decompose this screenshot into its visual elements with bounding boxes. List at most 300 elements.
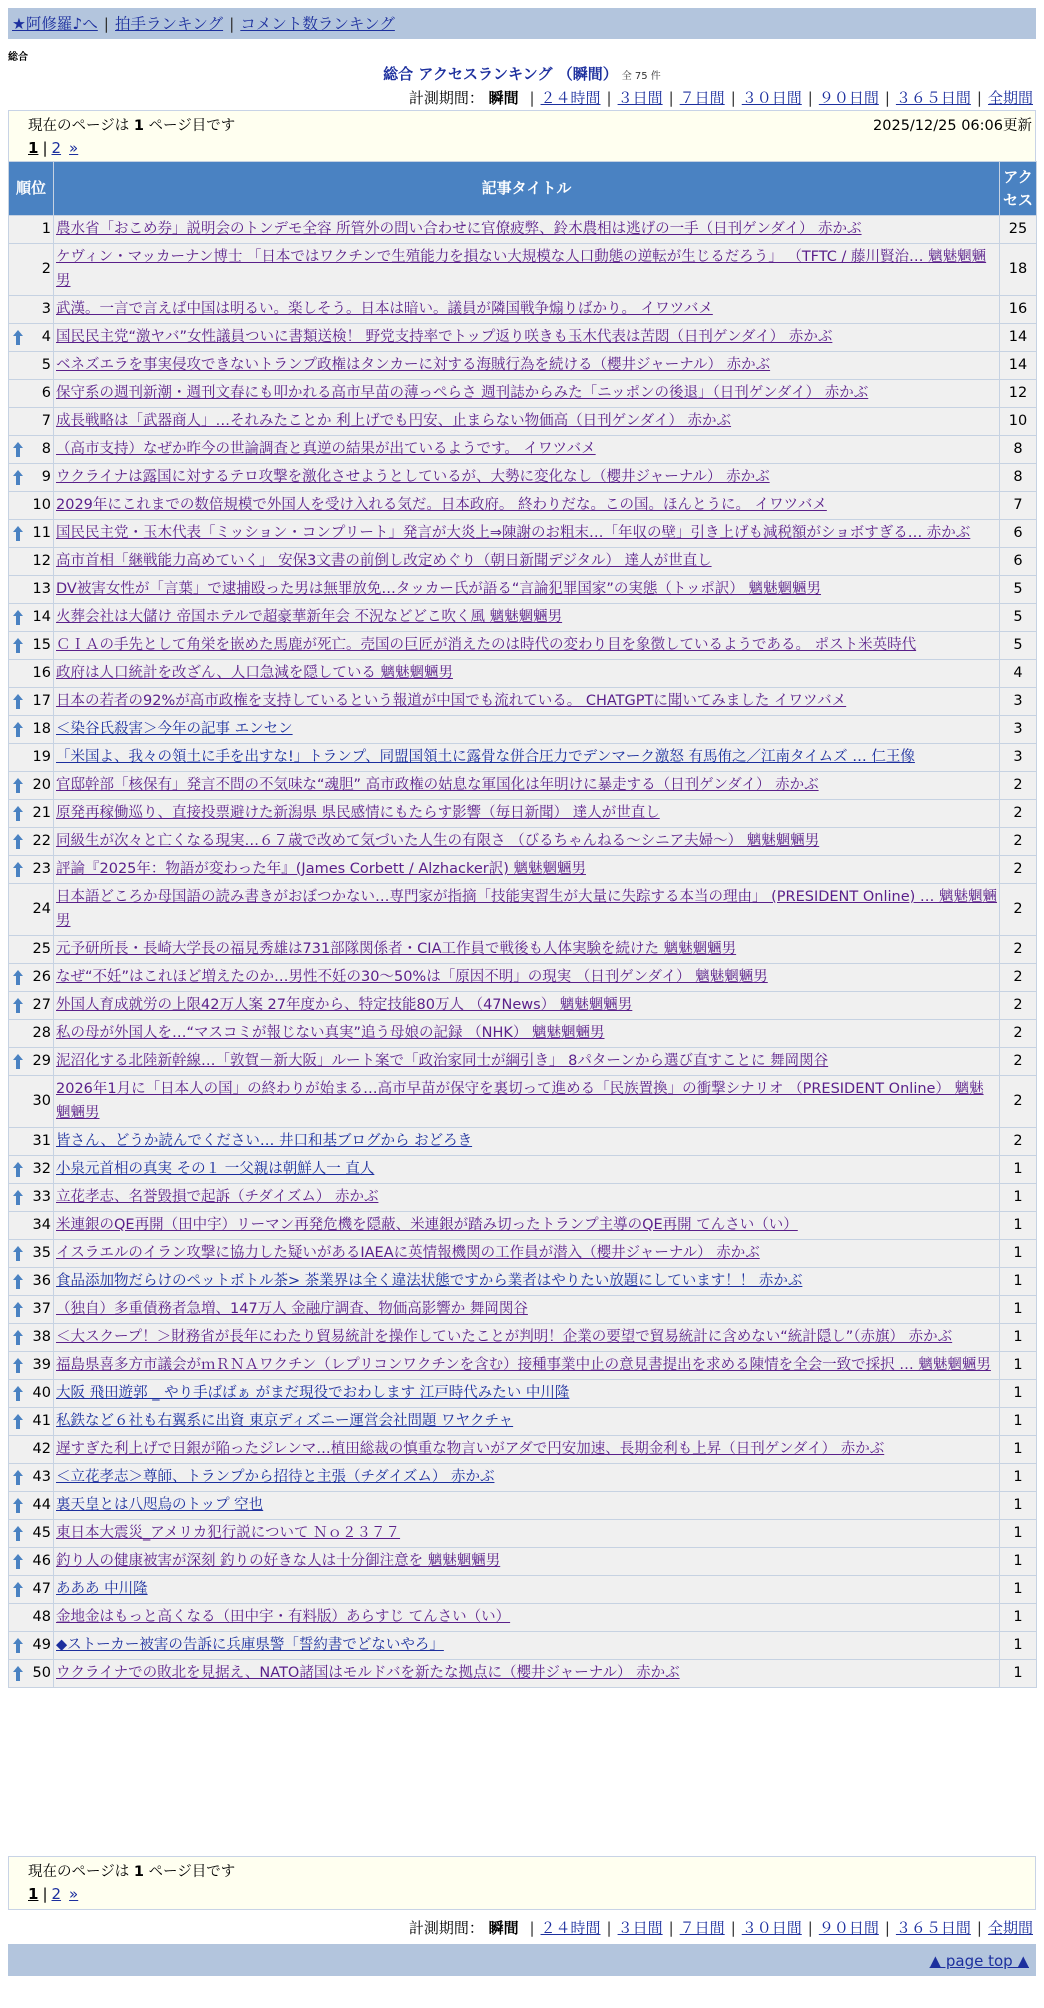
- rank-cell: [9, 1324, 54, 1352]
- table-row: [9, 688, 1037, 716]
- rank-number: 16: [32, 665, 51, 681]
- title-cell: [54, 1380, 1000, 1408]
- article-link[interactable]: 釣り人の健康被害が深刻 釣りの好きな人は十分御注意を 魑魅魍魎男: [56, 1553, 501, 1569]
- rank-cell: [9, 1048, 54, 1076]
- access-count: 1: [1000, 1408, 1037, 1436]
- up-arrow-icon: [13, 470, 23, 485]
- access-count: 1: [1000, 1296, 1037, 1324]
- article-link[interactable]: 私鉄など６社も右翼系に出資 東京ディズニー運営会社問題 ワヤクチャ: [56, 1413, 514, 1429]
- access-count: 5: [1000, 576, 1037, 604]
- pagination-bottom: [28, 1885, 78, 1903]
- access-count: 1: [1000, 1268, 1037, 1296]
- up-arrow-icon: [13, 1190, 23, 1205]
- nav-comment-ranking-link[interactable]: コメント数ランキング: [240, 15, 395, 33]
- rank-cell: [9, 992, 54, 1020]
- pager-next-link[interactable]: »: [69, 1885, 79, 1903]
- table-row: [9, 520, 1037, 548]
- rank-number: 19: [32, 749, 51, 765]
- table-row: [9, 800, 1037, 828]
- article-link[interactable]: 評論『2025年：物語が変わった年』(James Corbett / Alzhacker訳) 魑魅魍魎男: [56, 861, 586, 877]
- period-link-3d[interactable]: ３日間: [617, 89, 663, 107]
- page-info-suffix: ページ目です: [148, 1864, 236, 1880]
- page-title-text: 総合 アクセスランキング （瞬間）: [383, 65, 618, 83]
- pagination-top: [28, 139, 78, 157]
- period-separator: |: [730, 89, 736, 107]
- table-row: [9, 216, 1037, 244]
- page-info-prefix: 現在のページは: [28, 118, 130, 134]
- up-arrow-icon: [13, 1666, 23, 1681]
- article-link[interactable]: 私の母が外国人を…“マスコミが報じない真実”追う母娘の記録 （NHK） 魑魅魍魎男: [56, 1025, 605, 1041]
- period-separator: |: [807, 89, 813, 107]
- article-link[interactable]: 官邸幹部「核保有」発言不問の不気味な“魂胆” 高市政権の姑息な軍国化は年明けに暴走する（日刊ゲンダイ） 赤かぶ: [56, 777, 819, 793]
- col-header-access: アクセス: [1000, 162, 1037, 216]
- rank-cell: [9, 380, 54, 408]
- rank-cell: [9, 352, 54, 380]
- rank-number: 23: [32, 861, 51, 877]
- table-row: [9, 1324, 1037, 1352]
- period-link-all[interactable]: 全期間: [987, 89, 1033, 107]
- updated-timestamp: 2025/12/25 06:06更新: [873, 118, 1032, 134]
- up-arrow-icon: [13, 1554, 23, 1569]
- access-count: 1: [1000, 1352, 1037, 1380]
- page-info-number: 1: [133, 118, 144, 134]
- access-count: 1: [1000, 1660, 1037, 1688]
- access-count: 2: [1000, 964, 1037, 992]
- table-row: [9, 1268, 1037, 1296]
- period-selector-bottom: [409, 1917, 1033, 1938]
- rank-cell: [9, 632, 54, 660]
- pager-next-link[interactable]: »: [69, 139, 79, 157]
- table-row: [9, 964, 1037, 992]
- article-link[interactable]: あああ 中川隆: [56, 1581, 148, 1597]
- article-link[interactable]: 外国人育成就労の上限42万人案 27年度から、特定技能80万人 （47News） 魑魅魍魎男: [56, 997, 633, 1013]
- rank-number: 7: [41, 413, 51, 429]
- article-link[interactable]: DV被害女性が「言葉」で逮捕殴った男は無罪放免…タッカー氏が語る“言論犯罪国家”の実態（トッポ訳） 魑魅魍魎男: [56, 581, 822, 597]
- access-count: 2: [1000, 856, 1037, 884]
- table-row: [9, 436, 1037, 464]
- rank-cell: [9, 660, 54, 688]
- title-cell: [54, 1408, 1000, 1436]
- table-row: [9, 380, 1037, 408]
- table-row: [9, 992, 1037, 1020]
- rank-number: 46: [32, 1553, 51, 1569]
- access-count: 1: [1000, 1576, 1037, 1604]
- nav-home-link[interactable]: ★阿修羅♪へ: [12, 15, 98, 33]
- title-cell: [54, 884, 1000, 936]
- access-count: 1: [1000, 1548, 1037, 1576]
- up-arrow-icon: [13, 1386, 23, 1401]
- table-row: [9, 936, 1037, 964]
- page-top-link[interactable]: ▲ page top ▲: [929, 1952, 1029, 1970]
- article-link[interactable]: ＜染谷氏殺害＞今年の記事 エンセン: [56, 721, 293, 737]
- pager-page-2-link[interactable]: 2: [51, 1885, 62, 1903]
- pager-separator: |: [42, 139, 48, 157]
- page-info-box-bottom: [8, 1856, 1036, 1910]
- article-link[interactable]: 裏天皇とは八咫烏のトップ 空也: [56, 1497, 264, 1513]
- article-link[interactable]: 元予研所長・長崎大学長の福見秀雄は731部隊関係者・CIA工作員で戦後も人体実験を続けた 魑魅魍魎男: [56, 941, 737, 957]
- rank-cell: [9, 1076, 54, 1128]
- access-count: 3: [1000, 744, 1037, 772]
- rank-cell: [9, 1660, 54, 1688]
- article-link[interactable]: ＣＩＡの手先として角栄を嵌めた馬鹿が死亡。売国の巨匠が消えたのは時代の変わり目を象徴しているようである。 ポスト米英時代: [56, 637, 917, 653]
- article-link[interactable]: 立花孝志、名誉毀損で起訴（チダイズム） 赤かぶ: [56, 1189, 379, 1205]
- period-link-90d[interactable]: ９０日間: [818, 1919, 879, 1937]
- title-cell: [54, 1324, 1000, 1352]
- rank-number: 27: [32, 997, 51, 1013]
- access-count: 10: [1000, 408, 1037, 436]
- period-link-365d[interactable]: ３６５日間: [895, 89, 971, 107]
- article-link[interactable]: ◆ストーカー被害の告訴に兵庫県警「誓約書でどないやろ」: [56, 1637, 444, 1653]
- access-count: 1: [1000, 1380, 1037, 1408]
- table-row: [9, 1520, 1037, 1548]
- article-link[interactable]: 政府は人口統計を改ざん、人口急減を隠している 魑魅魍魎男: [56, 665, 453, 681]
- title-cell: [54, 1240, 1000, 1268]
- article-link[interactable]: 2026年1月に「日本人の国」の終わりが始まる…高市早苗が保守を裏切って進める「民族置換」の衝撃シナリオ （PRESIDENT Online） 魑魅魍魎男: [56, 1081, 984, 1121]
- table-row: [9, 1240, 1037, 1268]
- period-link-30d[interactable]: ３０日間: [741, 1919, 802, 1937]
- table-row: [9, 1660, 1037, 1688]
- access-count: 6: [1000, 548, 1037, 576]
- rank-cell: [9, 436, 54, 464]
- article-link[interactable]: ウクライナは露国に対するテロ攻撃を激化させようとしているが、大勢に変化なし（櫻井ジャーナル） 赤かぶ: [56, 469, 770, 485]
- title-cell: [54, 1156, 1000, 1184]
- table-row: [9, 772, 1037, 800]
- rank-number: 6: [41, 385, 51, 401]
- access-count: 18: [1000, 244, 1037, 296]
- up-arrow-icon: [13, 1638, 23, 1653]
- rank-number: 30: [32, 1093, 51, 1109]
- rank-number: 43: [32, 1469, 51, 1485]
- article-link[interactable]: 高市首相「継戦能力高めていく」 安保3文書の前倒し改定めぐり（朝日新聞デジタル） 達人が世直し: [56, 553, 712, 569]
- top-nav-bar: [8, 8, 1036, 39]
- rank-number: 42: [32, 1441, 51, 1457]
- title-cell: [54, 1020, 1000, 1048]
- title-cell: [54, 244, 1000, 296]
- up-arrow-icon: [13, 1330, 23, 1345]
- up-arrow-icon: [13, 1274, 23, 1289]
- rank-cell: [9, 324, 54, 352]
- rank-number: 11: [32, 525, 51, 541]
- rank-cell: [9, 964, 54, 992]
- rank-number: 47: [32, 1581, 51, 1597]
- table-row: [9, 604, 1037, 632]
- table-row: [9, 352, 1037, 380]
- title-cell: [54, 324, 1000, 352]
- article-link[interactable]: 皆さん、どうか読んでください… 井口和基ブログから おどろき: [56, 1133, 473, 1149]
- title-cell: [54, 1184, 1000, 1212]
- rank-cell: [9, 716, 54, 744]
- access-count: 1: [1000, 1464, 1037, 1492]
- article-link[interactable]: 遅すぎた利上げで日銀が陥ったジレンマ…植田総裁の慎重な物言いがアダで円安加速、長期金利も上昇（日刊ゲンダイ） 赤かぶ: [56, 1441, 885, 1457]
- rank-number: 35: [32, 1245, 51, 1261]
- rank-cell: [9, 1548, 54, 1576]
- access-count: 2: [1000, 800, 1037, 828]
- access-count: 12: [1000, 380, 1037, 408]
- col-header-rank: 順位: [9, 162, 54, 216]
- article-link[interactable]: 農水省「おこめ券」説明会のトンデモ全容 所管外の問い合わせに官僚疲弊、鈴木農相は逃げの一手（日刊ゲンダイ） 赤かぶ: [56, 221, 862, 237]
- rank-number: 15: [32, 637, 51, 653]
- rank-cell: [9, 296, 54, 324]
- period-link-24h[interactable]: ２４時間: [540, 1919, 601, 1937]
- up-arrow-icon: [13, 1470, 23, 1485]
- rank-cell: [9, 576, 54, 604]
- access-count: 2: [1000, 828, 1037, 856]
- title-cell: [54, 1352, 1000, 1380]
- table-row: [9, 744, 1037, 772]
- rank-cell: [9, 1408, 54, 1436]
- up-arrow-icon: [13, 694, 23, 709]
- table-row: [9, 324, 1037, 352]
- rank-number: 26: [32, 969, 51, 985]
- rank-number: 18: [32, 721, 51, 737]
- article-link[interactable]: 食品添加物だらけのペットボトル茶> 茶業界は全く違法状態ですから業者はやりたい放題にしています！！ 赤かぶ: [56, 1273, 803, 1289]
- access-count: 1: [1000, 1184, 1037, 1212]
- title-cell: [54, 1212, 1000, 1240]
- title-cell: [54, 1576, 1000, 1604]
- title-cell: [54, 576, 1000, 604]
- pager-page-2-link[interactable]: 2: [51, 139, 62, 157]
- title-cell: [54, 216, 1000, 244]
- article-link[interactable]: 金地金はもっと高くなる（田中宇・有料版）あらすじ てんさい（い）: [56, 1609, 511, 1625]
- title-cell: [54, 1660, 1000, 1688]
- table-row: [9, 1184, 1037, 1212]
- rank-number: 12: [32, 553, 51, 569]
- rank-cell: [9, 216, 54, 244]
- table-row: [9, 1212, 1037, 1240]
- rank-cell: [9, 244, 54, 296]
- rank-cell: [9, 856, 54, 884]
- table-row: [9, 1548, 1037, 1576]
- title-cell: [54, 520, 1000, 548]
- article-link[interactable]: 日本語どころか母国語の読み書きがおぼつかない…専門家が指摘「技能実習生が大量に失踪する本当の理由」 (PRESIDENT Online) … 魑魅魍魎男: [56, 889, 998, 929]
- title-cell: [54, 1464, 1000, 1492]
- title-cell: [54, 992, 1000, 1020]
- rank-number: 5: [41, 357, 51, 373]
- period-label: 計測期間：: [408, 1919, 484, 1937]
- article-link[interactable]: 同級生が次々と亡くなる現実…６７歳で改めて気づいた人生の有限さ （びるちゃんねる～シニア夫婦～） 魑魅魍魎男: [56, 833, 820, 849]
- up-arrow-icon: [13, 834, 23, 849]
- rank-number: 21: [32, 805, 51, 821]
- article-link[interactable]: ＜立花孝志＞尊師、トランプから招待と主張（チダイズム） 赤かぶ: [56, 1469, 495, 1485]
- table-row: [9, 632, 1037, 660]
- access-count: 1: [1000, 1632, 1037, 1660]
- period-link-365d[interactable]: ３６５日間: [895, 1919, 971, 1937]
- article-link[interactable]: 泥沼化する北陸新幹線…「敦賀－新大阪」ルート案で「政治家同士が綱引き」 8パターンから選び直すことに 舞岡関谷: [56, 1053, 829, 1069]
- article-link[interactable]: （独自）多重債務者急増、147万人 金融庁調査、物価高影響か 舞岡関谷: [56, 1301, 528, 1317]
- up-arrow-icon: [13, 722, 23, 737]
- article-link[interactable]: 武漢。一言で言えば中国は明るい。楽しそう。日本は暗い。議員が隣国戦争煽りばかり。 イワツバメ: [56, 301, 713, 317]
- page-info-text: [28, 114, 235, 135]
- table-row: [9, 244, 1037, 296]
- period-link-7d[interactable]: ７日間: [679, 89, 725, 107]
- table-row: [9, 856, 1037, 884]
- total-count: 全 75 件: [621, 71, 661, 82]
- table-row: [9, 1604, 1037, 1632]
- period-link-24h[interactable]: ２４時間: [540, 89, 601, 107]
- table-row: [9, 1076, 1037, 1128]
- bottom-bar: [8, 1944, 1036, 1976]
- article-link[interactable]: 成長戦略は「武器商人」…それみたことか 利上げでも円安、止まらない物価高（日刊ゲンダイ） 赤かぶ: [56, 413, 732, 429]
- period-separator: |: [529, 1919, 535, 1937]
- article-link[interactable]: 小泉元首相の真実 その１ 一父親は朝鮮人一 直人: [56, 1161, 375, 1177]
- access-count: 1: [1000, 1212, 1037, 1240]
- period-link-7d[interactable]: ７日間: [679, 1919, 725, 1937]
- title-cell: [54, 548, 1000, 576]
- period-current: 瞬間: [488, 89, 519, 107]
- rank-number: 34: [32, 1217, 51, 1233]
- period-separator: |: [606, 1919, 612, 1937]
- article-link[interactable]: なぜ“不妊”はこれほど増えたのか…男性不妊の30～50%は「原因不明」の現実 （日刊ゲンダイ） 魑魅魍魎男: [56, 969, 768, 985]
- rank-cell: [9, 1296, 54, 1324]
- rank-number: 9: [41, 469, 51, 485]
- title-cell: [54, 936, 1000, 964]
- up-arrow-icon: [13, 806, 23, 821]
- access-count: 1: [1000, 1520, 1037, 1548]
- access-count: 2: [1000, 884, 1037, 936]
- article-link[interactable]: 火葬会社は大儲け 帝国ホテルで超豪華新年会 不況などどこ吹く風 魑魅魍魎男: [56, 609, 563, 625]
- article-link[interactable]: 東日本大震災_アメリカ犯行説について Ｎｏ２３７７: [56, 1525, 401, 1541]
- period-separator: |: [730, 1919, 736, 1937]
- title-cell: [54, 632, 1000, 660]
- article-link[interactable]: 福島県喜多方市議会がｍＲＮＡワクチン（レプリコンワクチンを含む）接種事業中止の意見書提出を求める陳情を全会一致で採択 … 魑魅魍魎男: [56, 1357, 991, 1373]
- title-cell: [54, 1076, 1000, 1128]
- rank-number: 8: [41, 441, 51, 457]
- up-arrow-icon: [13, 862, 23, 877]
- rank-number: 38: [32, 1329, 51, 1345]
- up-arrow-icon: [13, 970, 23, 985]
- period-separator: |: [976, 1919, 982, 1937]
- table-row: [9, 828, 1037, 856]
- article-link[interactable]: 大阪 飛田遊郭 _ やり手ばばぁ がまだ現役でおわします 江戸時代みたい 中川隆: [56, 1385, 570, 1401]
- title-cell: [54, 492, 1000, 520]
- access-count: 4: [1000, 660, 1037, 688]
- period-link-90d[interactable]: ９０日間: [818, 89, 879, 107]
- access-count: 2: [1000, 1020, 1037, 1048]
- title-cell: [54, 828, 1000, 856]
- article-link[interactable]: 保守系の週刊新潮・週刊文春にも叩かれる高市早苗の薄っぺらさ 週刊誌からみた「ニッポンの後退」（日刊ゲンダイ） 赤かぶ: [56, 385, 869, 401]
- article-link[interactable]: ケヴィン・マッカーナン博士 「日本ではワクチンで生殖能力を損ない大規模な人口動態の逆転が生じるだろう」 （TFTC / 藤川賢治… 魑魅魍魎男: [56, 249, 987, 289]
- title-cell: [54, 1436, 1000, 1464]
- access-count: 2: [1000, 1048, 1037, 1076]
- access-count: 14: [1000, 352, 1037, 380]
- rank-cell: [9, 1128, 54, 1156]
- access-count: 2: [1000, 936, 1037, 964]
- period-label: 計測期間：: [408, 89, 484, 107]
- article-link[interactable]: （高市支持）なぜか昨今の世論調査と真逆の結果が出ているようです。 イワツバメ: [56, 441, 596, 457]
- ranking-table: [8, 161, 1037, 1688]
- period-link-30d[interactable]: ３０日間: [741, 89, 802, 107]
- nav-clap-ranking-link[interactable]: 拍手ランキング: [115, 15, 224, 33]
- article-link[interactable]: 米連銀のQE再開（田中宇）リーマン再発危機を隠蔽、米連銀が踏み切ったトランプ主導のQE再開 てんさい（い）: [56, 1217, 798, 1233]
- article-link[interactable]: ベネズエラを事実侵攻できないトランプ政権はタンカーに対する海賊行為を続ける（櫻井ジャーナル） 赤かぶ: [56, 357, 771, 373]
- title-cell: [54, 1048, 1000, 1076]
- title-cell: [54, 1296, 1000, 1324]
- article-link[interactable]: 原発再稼働巡り、直接投票避けた新潟県 県民感情にもたらす影響（毎日新聞） 達人が世直し: [56, 805, 660, 821]
- page-info-number: 1: [133, 1864, 144, 1880]
- rank-number: 3: [41, 301, 51, 317]
- title-cell: [54, 296, 1000, 324]
- access-count: 1: [1000, 1436, 1037, 1464]
- table-row: [9, 1464, 1037, 1492]
- access-count: 1: [1000, 1156, 1037, 1184]
- rank-cell: [9, 1156, 54, 1184]
- pager-current-page: 1: [28, 1885, 39, 1903]
- article-link[interactable]: ＜大スクープ！＞財務省が長年にわたり貿易統計を操作していたことが判明！企業の要望で貿易統計に含めない“統計隠し”（赤旗） 赤かぶ: [56, 1329, 953, 1345]
- article-link[interactable]: 日本の若者の92%が高市政権を支持しているという報道が中国でも流れている。 CHATGPTに聞いてみました イワツバメ: [56, 693, 847, 709]
- rank-number: 17: [32, 693, 51, 709]
- title-cell: [54, 408, 1000, 436]
- table-row: [9, 1128, 1037, 1156]
- table-row: [9, 1492, 1037, 1520]
- access-count: 2: [1000, 772, 1037, 800]
- period-link-3d[interactable]: ３日間: [617, 1919, 663, 1937]
- article-link[interactable]: ウクライナでの敗北を見据え、NATO諸国はモルドバを新たな拠点に（櫻井ジャーナル） 赤かぶ: [56, 1665, 680, 1681]
- up-arrow-icon: [13, 1358, 23, 1373]
- title-cell: [54, 352, 1000, 380]
- rank-cell: [9, 1632, 54, 1660]
- table-row: [9, 576, 1037, 604]
- page-info-prefix: 現在のページは: [28, 1864, 130, 1880]
- title-cell: [54, 1604, 1000, 1632]
- up-arrow-icon: [13, 610, 23, 625]
- rank-number: 4: [41, 329, 51, 345]
- title-cell: [54, 1548, 1000, 1576]
- table-row: [9, 464, 1037, 492]
- period-current: 瞬間: [488, 1919, 519, 1937]
- up-arrow-icon: [13, 998, 23, 1013]
- up-arrow-icon: [13, 526, 23, 541]
- rank-cell: [9, 1576, 54, 1604]
- table-row: [9, 660, 1037, 688]
- rank-cell: [9, 548, 54, 576]
- table-row: [9, 716, 1037, 744]
- article-link[interactable]: イスラエルのイラン攻撃に協力した疑いがあるIAEAに英情報機関の工作員が潜入（櫻井ジャーナル） 赤かぶ: [56, 1245, 760, 1261]
- rank-number: 2: [41, 261, 51, 277]
- up-arrow-icon: [13, 442, 23, 457]
- rank-cell: [9, 1464, 54, 1492]
- article-link[interactable]: 国民民主党“激ヤバ”女性議員ついに書類送検！ 野党支持率でトップ返り咲きも玉木代表は苦悶（日刊ゲンダイ） 赤かぶ: [56, 329, 833, 345]
- up-arrow-icon: [13, 1054, 23, 1069]
- rank-number: 28: [32, 1025, 51, 1041]
- page-info-text: [28, 1860, 235, 1881]
- period-separator: |: [606, 89, 612, 107]
- access-count: 3: [1000, 716, 1037, 744]
- rank-number: 44: [32, 1497, 51, 1513]
- article-link[interactable]: 2029年にこれまでの数倍規模で外国人を受け入れる気だ。日本政府。 終わりだな。この国。ほんとうに。 イワツバメ: [56, 497, 827, 513]
- rank-number: 48: [32, 1609, 51, 1625]
- nav-separator: |: [103, 15, 110, 33]
- rank-cell: [9, 772, 54, 800]
- access-count: 25: [1000, 216, 1037, 244]
- article-link[interactable]: 国民民主党・玉木代表「ミッション・コンプリート」発言が大炎上⇒陳謝のお粗末…「年収の壁」引き上げも減税額がショボすぎる… 赤かぶ: [56, 525, 971, 541]
- access-count: 6: [1000, 520, 1037, 548]
- period-link-all[interactable]: 全期間: [987, 1919, 1033, 1937]
- period-separator: |: [976, 89, 982, 107]
- table-row: [9, 1020, 1037, 1048]
- article-link[interactable]: 「米国よ、我々の領土に手を出すな!」トランプ、同盟国領土に露骨な併合圧力でデンマーク激怒 有馬侑之／江南タイムズ … 仁王像: [56, 749, 915, 765]
- title-cell: [54, 1632, 1000, 1660]
- pager-current-page: 1: [28, 139, 39, 157]
- up-arrow-icon: [13, 1498, 23, 1513]
- period-separator: |: [884, 1919, 890, 1937]
- title-cell: [54, 660, 1000, 688]
- page-info-suffix: ページ目です: [148, 118, 236, 134]
- title-cell: [54, 380, 1000, 408]
- title-cell: [54, 464, 1000, 492]
- rank-number: 29: [32, 1053, 51, 1069]
- access-count: 14: [1000, 324, 1037, 352]
- rank-cell: [9, 936, 54, 964]
